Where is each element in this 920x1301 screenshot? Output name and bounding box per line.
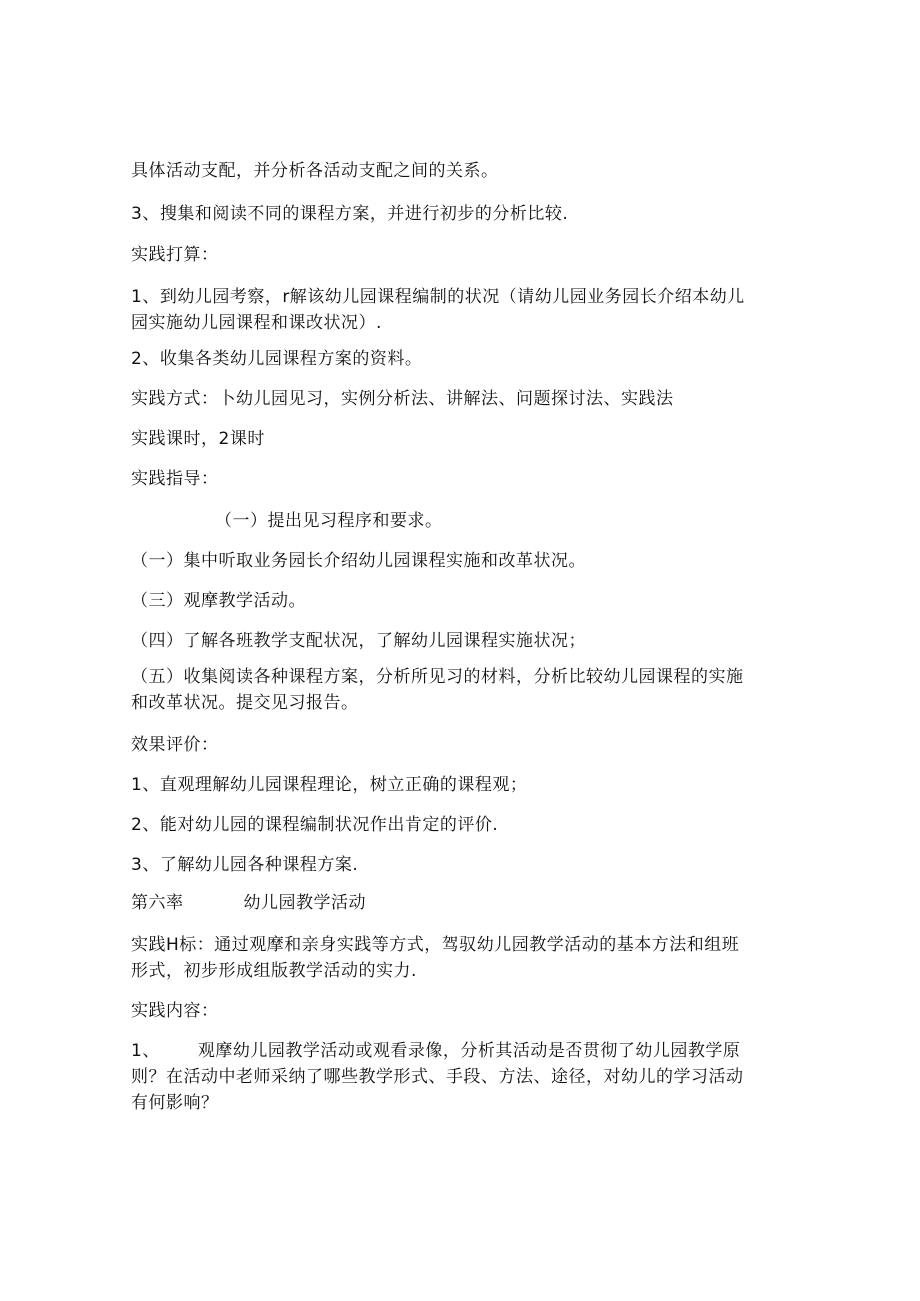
text-line: （四）了解各班教学支配状况，了解幼儿园课程实施状况； (131, 631, 586, 651)
text-line: 2、收集各类幼儿园课程方案的资料。 (131, 349, 423, 369)
item-number: 1、 (131, 1041, 160, 1061)
text-line: 实践H标：通过观摩和亲身实践等方式，驾驭幼儿园教学活动的基本方法和组班 (131, 935, 740, 955)
list-item (131, 1038, 740, 1064)
chapter-number: 第六率 (131, 893, 184, 913)
text-line: 1、到幼儿园考察，r解该幼儿园课程编制的状况（请幼儿园业务园长介绍本幼儿 (131, 287, 745, 307)
text-line: （五）收集阅读各种课程方案，分析所见习的材料，分析比较幼儿园课程的实施 (131, 667, 744, 687)
text-line: 形式，初步形成组版教学活动的实力. (131, 961, 417, 981)
text-line: 则？在活动中老师采纳了哪些教学形式、手段、方法、途径，对幼儿的学习活动 (131, 1067, 744, 1087)
text-line: 园实施幼儿园课程和课改状况）. (131, 313, 382, 333)
text-line: 3、搜集和阅读不同的课程方案，并进行初步的分析比较. (131, 204, 569, 224)
section-heading: 效果评价： (131, 735, 219, 755)
section-heading: 实践打算： (131, 245, 219, 265)
text-line: 有何影响？ (131, 1093, 219, 1113)
chapter-title: 幼儿园教学活动 (243, 893, 366, 913)
text-line: 实践课时，2课时 (131, 429, 265, 449)
text-line: 和改革状况。提交见习报告。 (131, 693, 359, 713)
text-line: 1、直观理解幼儿园课程理论，树立正确的课程观； (131, 775, 528, 795)
section-heading: 实践内容： (131, 1001, 219, 1021)
text-line: （一）集中听取业务园长介绍幼儿园课程实施和改革状况。 (131, 551, 586, 571)
chapter-heading (131, 890, 366, 916)
text-line: （一）提出见习程序和要求。 (215, 511, 443, 531)
text-line: 具体活动支配，并分析各活动支配之间的关系。 (131, 161, 499, 181)
text-line: 3、了解幼儿园各种课程方案. (131, 855, 359, 875)
text-line: 2、能对幼儿园的课程编制状况作出肯定的评价. (131, 815, 499, 835)
text-line: 实践方式：卜幼儿园见习，实例分析法、讲解法、问题探讨法、实践法 (131, 389, 674, 409)
section-heading: 实践指导： (131, 469, 219, 489)
item-text: 观摩幼儿园教学活动或观看录像，分析其活动是否贯彻了幼儿园教学原 (197, 1041, 741, 1061)
text-line: （三）观摩教学活动。 (131, 591, 306, 611)
